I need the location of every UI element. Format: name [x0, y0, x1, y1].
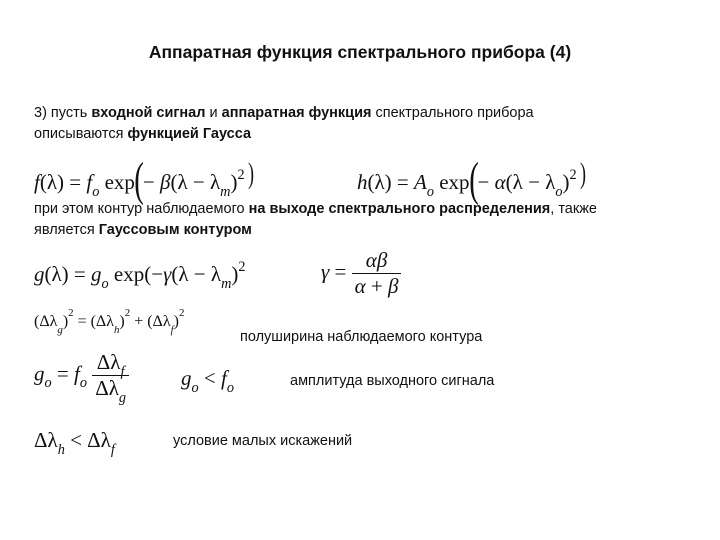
- middle-output-distribution: на выходе спектрального распределения: [248, 201, 551, 217]
- formula-output-gauss: $g(\lambda) = g_o$ $\exp(-\gamma(\lambda - \lambda_m)^2$: [34, 259, 246, 292]
- middle-text-3: , также: [550, 201, 597, 217]
- amplitude-label: амплитуда выходного сигнала: [290, 373, 495, 389]
- amplitude-fraction: $\frac{\Delta\lambda_f}{\Delta\lambda_g}$: [92, 350, 129, 401]
- formula-halfwidth: $(\Delta\lambda_g)^2 = (\Delta\lambda_h)^2 + (\Delta\lambda_f)^2$: [34, 307, 185, 336]
- intro-gauss-function: функцией Гаусса: [127, 126, 252, 142]
- intro-text-1: 3) пусть: [34, 105, 92, 121]
- slide-title: Аппаратная функция спектрального прибора (4): [148, 42, 572, 62]
- middle-text-4: является: [34, 222, 99, 238]
- intro-text-5: спектрального прибора: [371, 105, 534, 121]
- intro-instrument-function: аппаратная функция: [221, 105, 372, 121]
- formula-amplitude-ratio: $g_o = f_o$ $\frac{\Delta\lambda_f}{\Delta\lambda_g}$: [34, 350, 129, 401]
- formula-amplitude-inequality: $g_o < f_o$: [181, 366, 234, 396]
- intro-paragraph: [34, 103, 694, 145]
- middle-paragraph: [34, 199, 704, 241]
- middle-text-1: при этом контур наблюдаемого: [34, 201, 249, 217]
- formula-small-distortion: $\Delta\lambda_h < \Delta\lambda_f$: [34, 428, 115, 458]
- distortion-label: условие малых искажений: [173, 433, 353, 449]
- intro-text-3: и: [205, 105, 222, 121]
- middle-gauss-contour: Гауссовым контуром: [98, 222, 252, 238]
- formula-input-gauss: $f(\lambda) = f_o$ $\exp(- \beta(\lambda - \lambda_m)^2$ ): [34, 153, 254, 206]
- formula-instrument-gauss: $h(\lambda) = A_o$ $\exp(- \alpha(\lambda - \lambda_o)^2$ ): [357, 153, 586, 206]
- formula-gamma: γ = $\frac{\alpha\beta}{\alpha + \beta}$: [321, 248, 401, 299]
- halfwidth-label: полуширина наблюдаемого контура: [240, 329, 483, 345]
- intro-input-signal: входной сигнал: [91, 105, 206, 121]
- intro-text-6: описываются: [34, 126, 128, 142]
- gamma-fraction: $\frac{\alpha\beta}{\alpha + \beta}$: [352, 248, 402, 299]
